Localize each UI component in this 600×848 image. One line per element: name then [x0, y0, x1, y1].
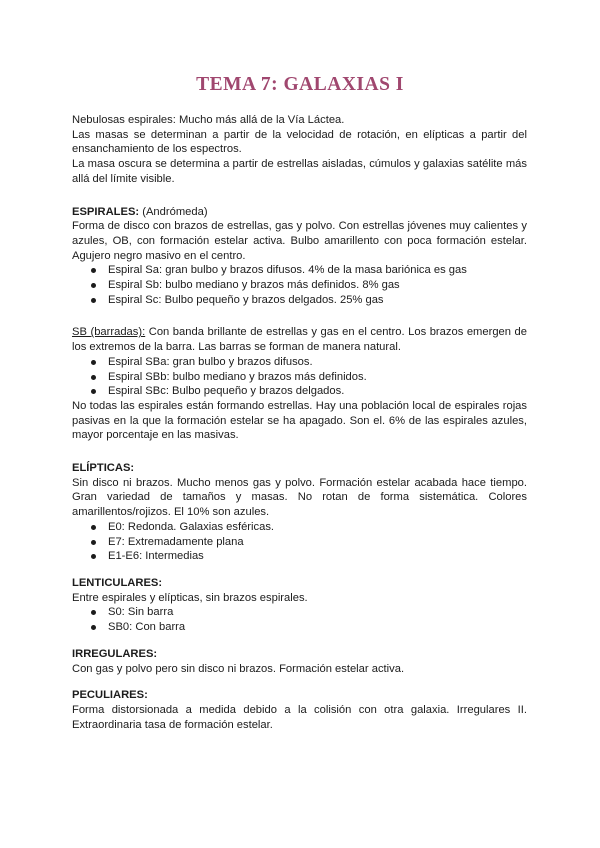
intro-line: La masa oscura se determina a partir de estrellas aisladas, cúmulos y galaxias satélite más allá del límite visible.	[72, 158, 527, 185]
section-note: (Andrómeda)	[139, 205, 208, 218]
bullet-list	[72, 355, 527, 399]
section-text: Sin disco ni brazos. Mucho menos gas y polvo. Formación estelar acabada hace tiempo. Gran variedad de tamaños y masas. No rotan de forma sistemática. Colores amarillentos/rojizos. El 10% son azules.	[72, 476, 527, 519]
section-text: Forma distorsionada a medida debido a la colisión con otra galaxia. Irregulares II. Extraordinaria tasa de formación estelar.	[72, 703, 527, 731]
section-text: Con banda brillante de estrellas y gas en el centro. Los brazos emergen de los extremos de la barra. Las barras se forman de manera natural.	[72, 326, 527, 354]
list-item: SB0: Con barra	[91, 620, 527, 635]
section-heading: SB (barradas):	[72, 326, 146, 339]
bullet-list	[72, 605, 527, 634]
section-text: Con gas y polvo pero sin disco ni brazos. Formación estelar activa.	[72, 662, 405, 675]
page-title: TEMA 7: GALAXIAS I	[196, 74, 404, 95]
section-text: Entre espirales y elípticas, sin brazos espirales.	[72, 591, 308, 604]
list-item: Espiral Sa: gran bulbo y brazos difusos. 4% de la masa bariónica es gas	[91, 263, 527, 278]
document-body	[72, 113, 527, 732]
list-item: E0: Redonda. Galaxias esféricas.	[91, 520, 527, 535]
section-barradas	[72, 325, 527, 354]
list-item: Espiral Sc: Bulbo pequeño y brazos delgados. 25% gas	[91, 293, 527, 308]
section-heading: IRREGULARES:	[72, 647, 158, 660]
list-item: Espiral SBa: gran bulbo y brazos difusos.	[91, 355, 527, 370]
bullet-list	[72, 263, 527, 307]
list-item: E1-E6: Intermedias	[91, 549, 527, 564]
list-item: Espiral SBb: bulbo mediano y brazos más definidos.	[91, 370, 527, 385]
section-heading: ESPIRALES:	[72, 205, 140, 218]
intro-line: Nebulosas espirales: Mucho más allá de la Vía Láctea.	[72, 114, 345, 126]
list-item: Espiral SBc: Bulbo pequeño y brazos delgados.	[91, 384, 527, 399]
section-text: No todas las espirales están formando estrellas. Hay una población local de espirales rojas pasivas en la que la formación estelar se ha apagado. Son el. 6% de las espirales azules, mayor porcentaje en las masivas.	[72, 399, 527, 442]
intro-line: Las masas se determinan a partir de la velocidad de rotación, en elípticas a partir del ensanchamiento de los espectros.	[72, 128, 527, 156]
section-heading: ELÍPTICAS:	[72, 462, 135, 475]
section-espirales	[72, 205, 527, 220]
list-item: S0: Sin barra	[91, 605, 527, 620]
section-text: Forma de disco con brazos de estrellas, gas y polvo. Con estrellas jóvenes muy calientes y azules, OB, con formación estelar activa. Bulbo amarillento con poca formación estelar. Agujero negro masivo en el centro.	[72, 220, 527, 262]
bullet-list	[72, 520, 527, 564]
section-heading: PECULIARES:	[72, 689, 148, 702]
list-item: Espiral Sb: bulbo mediano y brazos más definidos. 8% gas	[91, 278, 527, 293]
list-item: E7: Extremadamente plana	[91, 535, 527, 550]
section-heading: LENTICULARES:	[72, 576, 163, 589]
